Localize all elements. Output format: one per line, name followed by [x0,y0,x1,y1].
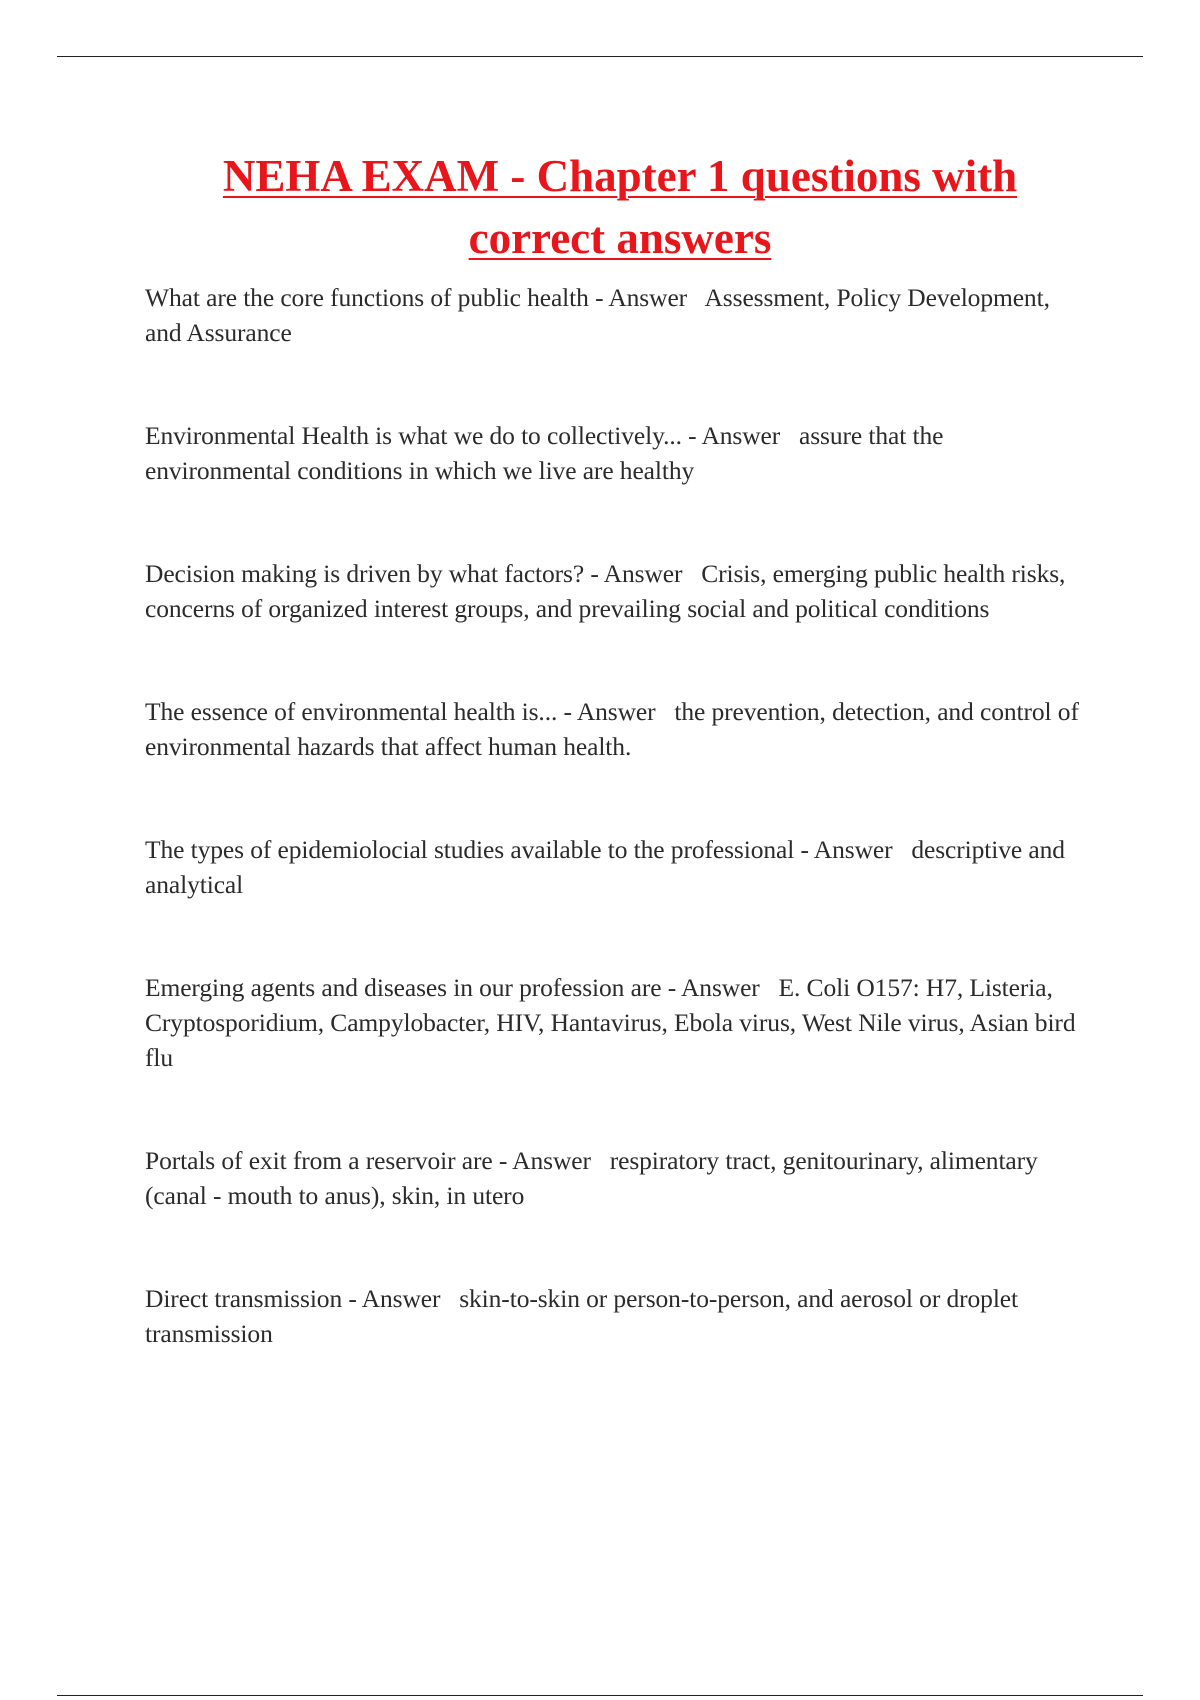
question-text: Decision making is driven by what factors? [145,559,585,588]
answer-text: E. Coli O157: H7, Listeria, Cryptosporidium, Campylobacter, HIV, Hantavirus, Ebola virus, West Nile virus, Asian bird flu [145,973,1076,1072]
question-text: What are the core functions of public health [145,283,589,312]
answer-text: skin-to-skin or person-to-person, and aerosol or droplet transmission [145,1284,1019,1348]
answer-label: Answer [603,559,683,588]
qa-item: Decision making is driven by what factors? - Answer Crisis, emerging public health risks, concerns of organized interest groups, and prevailing social and political conditions [145,559,1066,623]
top-divider [57,56,1143,57]
answer-text: Assessment, Policy Development, and Assurance [145,283,1050,347]
question-text: Environmental Health is what we do to collectively... [145,421,682,450]
answer-text: the prevention, detection, and control of environmental hazards that affect human health. [145,697,1079,761]
bottom-divider [57,1695,1143,1696]
answer-label: Answer [680,973,760,1002]
answer-text: Crisis, emerging public health risks, concerns of organized interest groups, and prevailing social and political conditions [145,559,1066,623]
question-text: The types of epidemiolocial studies available to the professional [145,835,795,864]
qa-item: Direct transmission - Answer skin-to-skin or person-to-person, and aerosol or droplet transmission [145,1284,1019,1348]
answer-text: assure that the environmental conditions in which we live are healthy [145,421,944,485]
question-text: The essence of environmental health is... [145,697,558,726]
answer-label: Answer [813,835,893,864]
qa-item: Environmental Health is what we do to collectively... - Answer assure that the environmental conditions in which we live are healthy [145,421,944,485]
qa-item: Portals of exit from a reservoir are - Answer respiratory tract, genitourinary, alimentary (canal - mouth to anus), skin, in utero [145,1146,1038,1210]
answer-label: Answer [512,1146,591,1175]
qa-item: Emerging agents and diseases in our profession are - Answer E. Coli O157: H7, Listeria, Cryptosporidium, Campylobacter, HIV, Hantavirus, Ebola virus, West Nile virus, Asian bird flu [145,973,1076,1072]
question-text: Emerging agents and diseases in our profession are [145,973,662,1002]
answer-text: descriptive and analytical [145,835,1065,899]
answer-label: Answer [361,1284,441,1313]
document-title: NEHA EXAM - Chapter 1 questions with correct answers [222,151,1018,263]
qa-list [145,280,1085,1419]
answer-label: Answer [576,697,656,726]
question-text: Direct transmission [145,1284,343,1313]
answer-label: Answer [608,283,688,312]
answer-text: respiratory tract, genitourinary, alimentary (canal - mouth to anus), skin, in utero [145,1146,1038,1210]
qa-item: The types of epidemiolocial studies available to the professional - Answer descriptive and analytical [145,835,1065,899]
answer-label: Answer [701,421,781,450]
question-text: Portals of exit from a reservoir are [145,1146,493,1175]
qa-item: What are the core functions of public health - Answer Assessment, Policy Development, and Assurance [145,283,1050,347]
qa-item: The essence of environmental health is... - Answer the prevention, detection, and control of environmental hazards that affect human health. [145,697,1079,761]
